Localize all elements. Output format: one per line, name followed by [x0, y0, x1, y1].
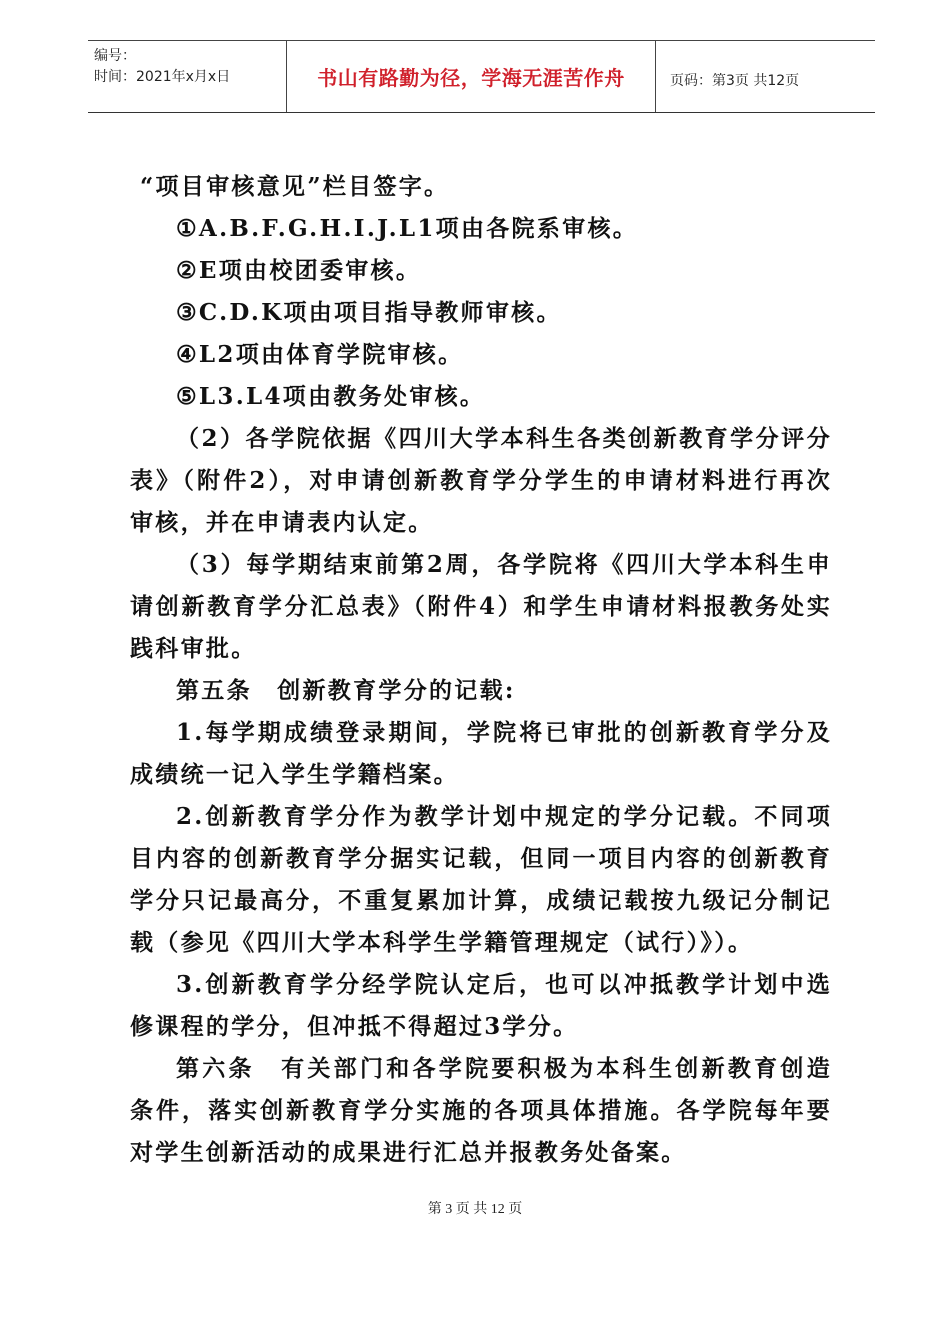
document-body — [130, 166, 832, 1174]
header-meta — [94, 46, 230, 88]
header-bottom-rule — [88, 112, 875, 113]
list-item: ⑤L3.L4项由教务处审核。 — [176, 383, 486, 410]
list-item: ②E项由校团委审核。 — [176, 257, 422, 284]
paragraph: 2.创新教育学分作为教学计划中规定的学分记载。不同项目内容的创新教育学分据实记载，但同一项目内容的创新教育学分只记最高分，不重复累加计算，成绩记载按九级记分制记载（参见《四川大学本科学生学籍管理规定（试行）》）。 — [130, 803, 832, 956]
article-heading: 第五条 创新教育学分的记载: — [176, 677, 516, 704]
paragraph: 第六条 有关部门和各学院要积极为本科生创新教育创造条件，落实创新教育学分实施的各项具体措施。各学院每年要对学生创新活动的成果进行汇总并报教务处备案。 — [130, 1055, 832, 1166]
list-item: ③C.D.K项由项目指导教师审核。 — [176, 299, 562, 326]
header-motto: 书山有路勤为径，学海无涯苦作舟 — [317, 66, 625, 90]
page-footer: 第 3 页 共 12 页 — [427, 1202, 523, 1217]
paragraph: （2）各学院依据《四川大学本科生各类创新教育学分评分表》（附件2），对申请创新教育学分学生的申请材料进行再次审核，并在申请表内认定。 — [130, 425, 832, 536]
header-divider-right — [655, 40, 656, 113]
time-label: 时间：2021年x月x日 — [94, 69, 231, 85]
header-page-info: 页码：第3页 共12页 — [670, 73, 800, 89]
header-top-rule — [88, 40, 875, 41]
list-item: ④L2项由体育学院审核。 — [176, 341, 464, 368]
paragraph: （3）每学期结束前第2周，各学院将《四川大学本科生申请创新教育学分汇总表》（附件4）和学生申请材料报教务处实践科审批。 — [130, 551, 832, 662]
paragraph: 3.创新教育学分经学院认定后，也可以冲抵教学计划中选修课程的学分，但冲抵不得超过3学分。 — [130, 971, 832, 1040]
page-header — [88, 40, 875, 114]
list-item: ①A.B.F.G.H.I.J.L1项由各院系审核。 — [176, 215, 639, 242]
paragraph: “项目审核意见”栏目签字。 — [140, 173, 450, 200]
paragraph: 1.每学期成绩登录期间，学院将已审批的创新教育学分及成绩统一记入学生学籍档案。 — [130, 719, 832, 788]
number-label: 编号： — [94, 48, 136, 64]
